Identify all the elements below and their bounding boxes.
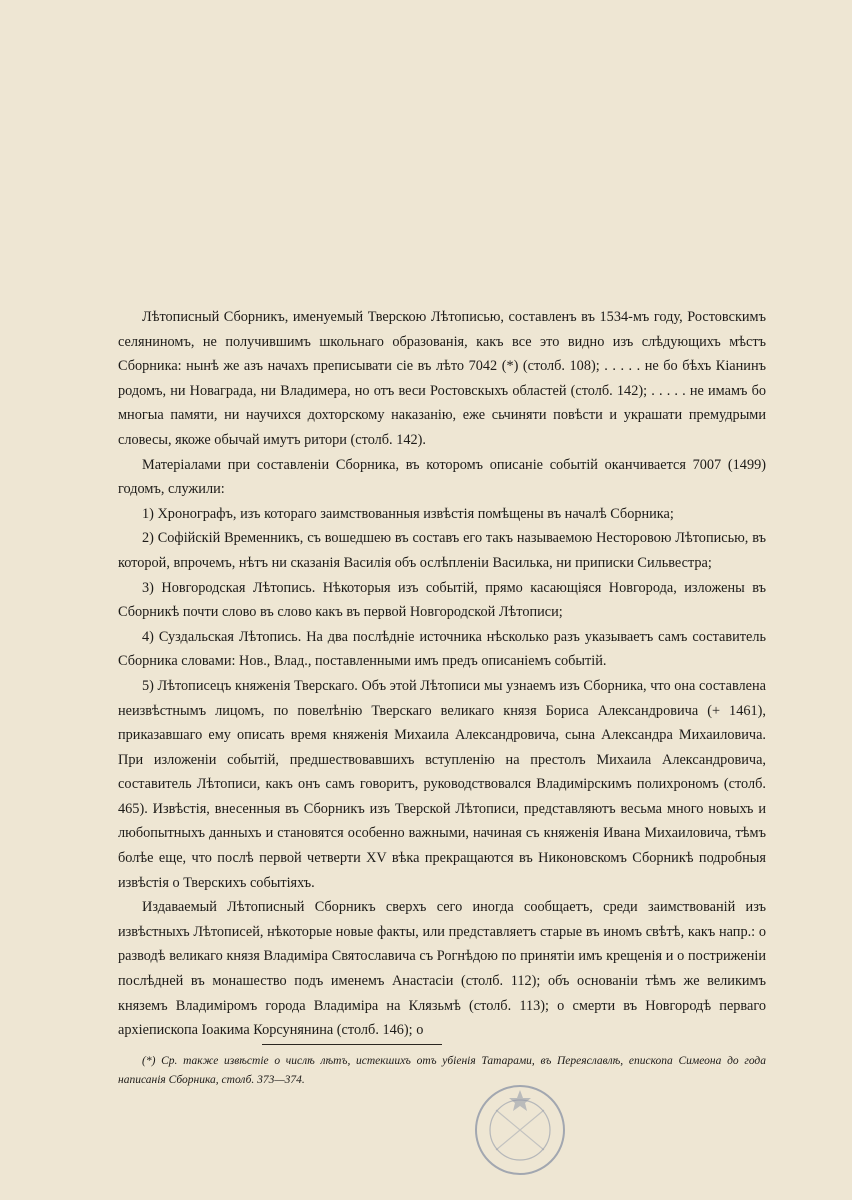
source-item-4: 4) Суздальская Лѣтопись. На два послѣдніе источника нѣсколько разъ указываетъ самъ составитель Сборника словами: Нов., Влад., поставленными имъ предъ описаніемъ событій.	[118, 628, 766, 670]
paragraph-new-facts: Издаваемый Лѣтописный Сборникъ сверхъ сего иногда сообщаетъ, среди заимствованій изъ извѣстныхъ Лѣтописей, нѣкоторые новые факты, или представляетъ старые въ иномъ свѣтѣ, какъ напр.: о разводѣ великаго князя Владиміра Святославича съ Рогнѣдою по принятіи имъ крещенія и о постриженіи послѣдней въ монашество подъ именемъ Анастасіи (столб. 112); объ основаніи тѣмъ же великимъ княземъ Владиміромъ города Владиміра на Клязьмѣ (столб. 113); о смерти въ Новгородѣ перваго архіепископа Іоакима Корсунянина (столб. 146); о	[118, 899, 766, 1039]
source-item-3: 3) Новгородская Лѣтопись. Нѣкоторыя изъ событій, прямо касающіяся Новгорода, изложены въ Сборникѣ почти слово въ слово какъ въ первой Новгородской Лѣтописи;	[118, 579, 766, 621]
paragraph-intro: Лѣтописный Сборникъ, именуемый Тверскою Лѣтописью, составленъ въ 1534-мъ году, Ростовскимъ селяниномъ, не получившимъ школьнаго образованія, какъ все это видно изъ слѣдующихъ мѣстъ Сборника: нынѣ же азъ начахъ преписывати сіе въ лѣто 7042 (*) (столб. 108); . . . . . не бо бѣхъ Кіанинъ родомъ, ни Новаграда, ни Владимера, но отъ веси Ростовскыхъ областей (столб. 142); . . . . . не имамъ бо многыа памяти, ни научихся дохторскому наказанію, еже сьчиняти повѣсти и украшати премудрыми словесы, якоже обычай имутъ ритори (столб. 142).	[118, 309, 766, 448]
source-item-2: 2) Софійскій Временникъ, съ вошедшею въ составъ его такъ называемою Несторовою Лѣтописью, въ которой, впрочемъ, нѣтъ ни сказанія Василія объ ослѣпленіи Василька, ни приписки Сильвестра;	[118, 530, 766, 571]
library-stamp-icon	[470, 1080, 570, 1180]
footnote-text: (*) Ср. также извѣстіе о числѣ лѣтъ, истекшихъ отъ убіенія Татарами, въ Переяславлѣ, епископа Симеона до года написанія Сборника, столб. 373—374.	[118, 1055, 766, 1086]
paragraph-materials: Матеріалами при составленіи Сборника, въ которомъ описаніе событій оканчивается 7007 (1499) годомъ, служили:	[118, 456, 766, 498]
source-item-1: 1) Хронографъ, изъ котораго заимствованныя извѣстія помѣщены въ началѣ Сборника;	[142, 505, 674, 522]
main-text	[118, 305, 766, 1043]
source-item-5: 5) Лѣтописецъ княженія Тверскаго. Объ этой Лѣтописи мы узнаемъ изъ Сборника, что она составлена неизвѣстнымъ лицомъ, по повелѣнію Тверскаго великаго князя Бориса Александровича (+ 1461), приказавшаго ему описать время княженія Михаила Александровича, сына Александра Михаиловича. При изложеніи событій, предшествовавшихъ вступленію на престолъ Михаила Александровича, составитель Лѣтописи, какъ онъ самъ говоритъ, руководствовался Владимірскимъ полихрономъ (столб. 465). Извѣстія, внесенныя въ Сборникъ изъ Тверской Лѣтописи, представляютъ весьма много новыхъ и любопытныхъ данныхъ и становятся особенно важными, начиная съ княженія Ивана Михаиловича, тѣмъ болѣе еще, что послѣ первой четверти XV вѣка прекращаются въ Никоновскомъ Сборникѣ подробныя извѣстія о Тверскихъ событіяхъ.	[118, 677, 766, 891]
footnote	[118, 1052, 766, 1090]
footnote-divider	[262, 1044, 442, 1045]
